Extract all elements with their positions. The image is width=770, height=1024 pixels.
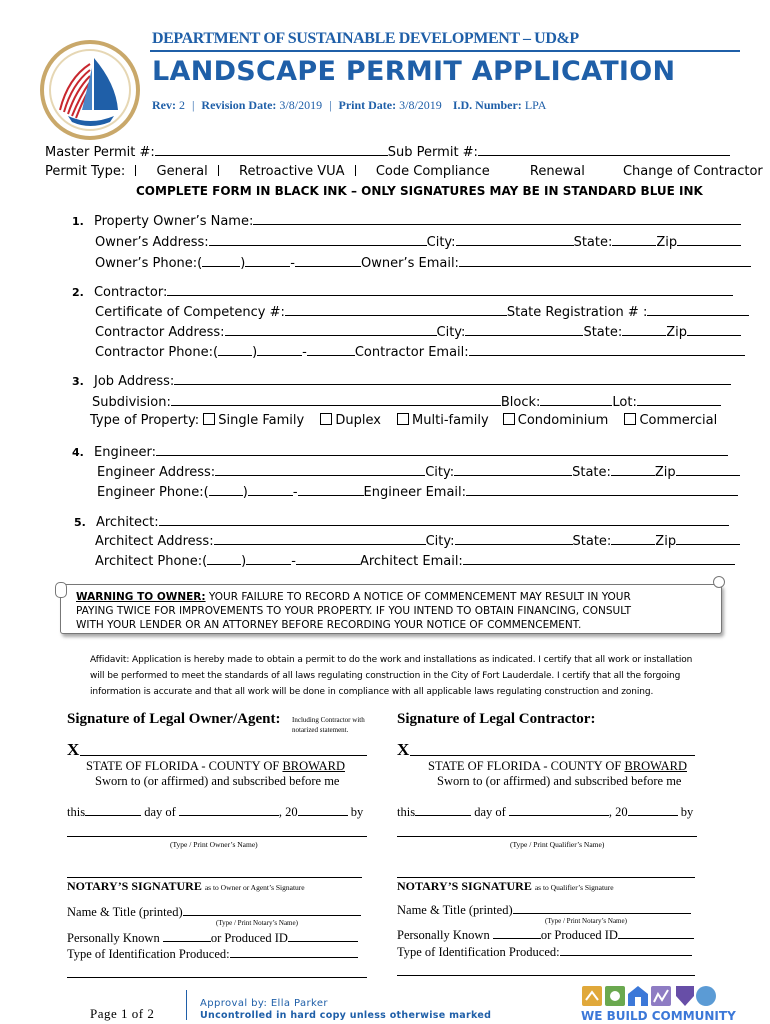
contractor-state-field[interactable] xyxy=(622,324,666,336)
sub-permit-field[interactable] xyxy=(478,144,730,156)
contractor-phone-line[interactable] xyxy=(307,344,355,356)
left-personally-known-field[interactable] xyxy=(163,930,211,942)
contractor-print-caption: (Type / Print Qualifier’s Name) xyxy=(510,840,605,849)
engineer-city-field[interactable] xyxy=(454,464,572,476)
owner-signature-title: Signature of Legal Owner/Agent: xyxy=(67,711,281,727)
owner-state-field[interactable] xyxy=(612,234,656,246)
right-id-type-row: Type of Identification Produced: xyxy=(397,944,692,960)
architect-state-field[interactable] xyxy=(611,533,655,545)
left-notary-signature-line[interactable] xyxy=(67,877,362,878)
architect-phone-area[interactable] xyxy=(207,553,241,565)
owner-city-field[interactable] xyxy=(456,234,574,246)
warning-label: WARNING TO OWNER: xyxy=(76,591,206,603)
left-notary-label: NOTARY’S SIGNATURE as to Owner or Agent’s Signature xyxy=(67,879,305,893)
architect-email-field[interactable] xyxy=(463,553,735,565)
owner-zip-field[interactable] xyxy=(677,234,741,246)
left-produced-id-field[interactable] xyxy=(288,930,358,942)
scroll-curl-right xyxy=(713,576,725,588)
master-permit-field[interactable] xyxy=(155,144,388,156)
owner-signature-x: X xyxy=(67,740,80,759)
section-2-cert-row: Certificate of Competency #: State Registration # : xyxy=(95,304,749,320)
left-personally-known-row: Personally Known or Produced ID xyxy=(67,930,358,946)
engineer-zip-field[interactable] xyxy=(676,464,740,476)
permit-type-general[interactable]: General xyxy=(156,164,208,179)
permit-type-code-compliance[interactable]: Code Compliance xyxy=(375,164,490,179)
permit-type-renewal[interactable]: Renewal xyxy=(529,164,585,179)
owner-phone-line[interactable] xyxy=(295,255,361,267)
contractor-zip-field[interactable] xyxy=(687,324,741,336)
permit-type-retroactive-vua[interactable]: Retroactive VUA xyxy=(239,164,345,179)
left-id-type-field[interactable] xyxy=(230,946,358,958)
section-2-name-row: 2. Contractor: xyxy=(72,284,733,300)
owner-email-field[interactable] xyxy=(459,255,751,267)
owner-year-field[interactable] xyxy=(298,804,348,816)
architect-phone-prefix[interactable] xyxy=(246,553,291,565)
section-1-phone-row: Owner’s Phone:( ) - Owner’s Email: xyxy=(95,255,751,271)
architect-zip-field[interactable] xyxy=(676,533,740,545)
state-registration-field[interactable] xyxy=(647,304,749,316)
right-notary-label: NOTARY’S SIGNATURE as to Qualifier’s Signature xyxy=(397,879,614,893)
section-4-address-row: Engineer Address: City: State: Zip xyxy=(97,464,740,480)
commercial-checkbox[interactable] xyxy=(624,413,636,425)
engineer-name-field[interactable] xyxy=(156,444,728,456)
contractor-date-row: this day of , 20 by xyxy=(397,805,694,819)
section-2-phone-row: Contractor Phone:( ) - Contractor Email: xyxy=(95,344,745,360)
revision-line: Rev: 2 | Revision Date: 3/8/2019 | Print Date: 3/8/2019 I.D. Number: LPA xyxy=(152,98,547,112)
duplex-checkbox[interactable] xyxy=(320,413,332,425)
block-field[interactable] xyxy=(540,394,612,406)
condominium-checkbox[interactable] xyxy=(503,413,515,425)
page-number: Page 1 of 2 xyxy=(90,1006,155,1021)
section-3-address-row: 3. Job Address: xyxy=(72,373,731,389)
header-rule xyxy=(150,50,740,52)
section-5-phone-row: Architect Phone:( ) - Architect Email: xyxy=(95,553,735,569)
right-produced-id-field[interactable] xyxy=(618,927,694,939)
multi-family-checkbox[interactable] xyxy=(397,413,409,425)
city-seal-logo xyxy=(38,38,142,142)
owner-signature-line[interactable] xyxy=(80,755,367,756)
owner-state-county: STATE OF FLORIDA - COUNTY OF BROWARD xyxy=(86,759,345,773)
owner-address-field[interactable] xyxy=(209,234,427,246)
engineer-state-field[interactable] xyxy=(611,464,655,476)
contractor-state-county: STATE OF FLORIDA - COUNTY OF BROWARD xyxy=(428,759,687,773)
contractor-day-field[interactable] xyxy=(415,804,471,816)
left-notary-name-caption: (Type / Print Notary’s Name) xyxy=(216,919,298,927)
lot-field[interactable] xyxy=(637,394,721,406)
contractor-signature-line[interactable] xyxy=(410,755,695,756)
section-3-type-row: Type of Property: Single Family Duplex Multi-family Condominium Commercial xyxy=(90,413,718,428)
right-notary-name-caption: (Type / Print Notary’s Name) xyxy=(545,917,627,925)
subdivision-field[interactable] xyxy=(171,394,501,406)
certificate-field[interactable] xyxy=(285,304,507,316)
single-family-checkbox[interactable] xyxy=(203,413,215,425)
owner-signature-note: Including Contractor with notarized statement. xyxy=(292,716,365,734)
section-1-address-row: Owner’s Address: City: State: Zip xyxy=(95,234,741,250)
contractor-email-field[interactable] xyxy=(469,344,745,356)
engineer-address-field[interactable] xyxy=(215,464,425,476)
architect-phone-line[interactable] xyxy=(296,553,360,565)
right-name-title-row: Name & Title (printed) xyxy=(397,902,691,918)
contractor-phone-prefix[interactable] xyxy=(257,344,302,356)
owner-print-caption: (Type / Print Owner’s Name) xyxy=(170,840,258,849)
warning-text: WARNING TO OWNER: YOUR FAILURE TO RECORD A NOTICE OF COMMENCEMENT MAY RESULT IN YOUR PAYING TWICE FOR IMPROVEMENTS TO YOUR PROPERTY. IF YOU INTEND TO OBTAIN FINANCING, CONSULT WITH YOUR LENDER OR AN ATTORNEY BEFORE RECORDING YOUR NOTICE OF COMMENCEMENT. xyxy=(76,591,632,631)
owner-sworn: Sworn to (or affirmed) and subscribed before me xyxy=(95,774,340,788)
right-personally-known-field[interactable] xyxy=(493,927,541,939)
affidavit-text: Affidavit: Application is hereby made to obtain a permit to do the work and installations as indicated. I certify that all work or installation will be performed to meet the standards of all laws regulating construction in the City of Fort Lauderdale. I certify that all the forgoing information is accurate and that all work will be done in compliance with all applicable laws regulating construction and zoning. xyxy=(90,655,693,697)
section-1-name-row: 1. Property Owner’s Name: xyxy=(72,213,741,229)
contractor-month-field[interactable] xyxy=(509,804,609,816)
engineer-phone-area[interactable] xyxy=(209,484,243,496)
footer-divider xyxy=(186,990,187,1020)
owner-day-field[interactable] xyxy=(85,804,141,816)
section-5-name-row: 5. Architect: xyxy=(74,514,729,530)
community-icons-logo xyxy=(580,982,726,1008)
scroll-curl-left xyxy=(55,582,67,598)
right-id-type-field[interactable] xyxy=(560,944,692,956)
page-title: LANDSCAPE PERMIT APPLICATION xyxy=(152,56,676,87)
section-4-name-row: 4. Engineer: xyxy=(72,444,728,460)
owner-month-field[interactable] xyxy=(179,804,279,816)
contractor-signature-x: X xyxy=(397,740,410,759)
section-5-address-row: Architect Address: City: State: Zip xyxy=(95,533,740,549)
left-notary-name-field[interactable] xyxy=(183,904,361,916)
right-notary-signature-line[interactable] xyxy=(397,877,695,878)
architect-city-field[interactable] xyxy=(455,533,573,545)
section-2-address-row: Contractor Address: City: State: Zip xyxy=(95,324,741,340)
contractor-address-field[interactable] xyxy=(225,324,437,336)
contractor-name-field[interactable] xyxy=(167,284,733,296)
owner-date-row: this day of , 20 by xyxy=(67,805,364,819)
owner-phone-area[interactable] xyxy=(202,255,240,267)
architect-address-field[interactable] xyxy=(214,533,426,545)
approval-text: Approval by: Ella Parker xyxy=(200,998,328,1009)
permit-type-row: Permit Type: General Retroactive VUA Code Compliance Renewal Change of Contractor xyxy=(45,164,763,179)
contractor-signature-title: Signature of Legal Contractor: xyxy=(397,711,596,727)
section-3-subdivision-row: Subdivision: Block: Lot: xyxy=(92,394,721,410)
owner-name-field[interactable] xyxy=(253,213,741,225)
job-address-field[interactable] xyxy=(174,373,731,385)
contractor-year-field[interactable] xyxy=(628,804,678,816)
contractor-phone-area[interactable] xyxy=(218,344,252,356)
master-permit-row: Master Permit #: Sub Permit #: xyxy=(45,144,730,160)
ink-notice: COMPLETE FORM IN BLACK INK – ONLY SIGNATURES MAY BE IN STANDARD BLUE INK xyxy=(136,184,703,198)
right-notary-name-field[interactable] xyxy=(513,902,691,914)
left-bottom-line[interactable] xyxy=(67,977,367,978)
contractor-city-field[interactable] xyxy=(465,324,583,336)
department-heading: DEPARTMENT OF SUSTAINABLE DEVELOPMENT – UD&P xyxy=(152,30,579,47)
owner-print-name-line[interactable] xyxy=(67,836,367,837)
engineer-email-field[interactable] xyxy=(466,484,738,496)
owner-phone-prefix[interactable] xyxy=(245,255,290,267)
permit-type-change-of-contractor[interactable]: Change of Contractor xyxy=(622,164,763,179)
right-personally-known-row: Personally Known or Produced ID xyxy=(397,927,694,943)
left-name-title-row: Name & Title (printed) xyxy=(67,904,361,920)
section-4-phone-row: Engineer Phone:( ) - Engineer Email: xyxy=(97,484,738,500)
engineer-phone-line[interactable] xyxy=(298,484,364,496)
architect-name-field[interactable] xyxy=(159,514,729,526)
left-id-type-row: Type of Identification Produced: xyxy=(67,946,358,962)
contractor-sworn: Sworn to (or affirmed) and subscribed before me xyxy=(437,774,682,788)
uncontrolled-text: Uncontrolled in hard copy unless otherwise marked xyxy=(200,1010,492,1021)
right-bottom-line[interactable] xyxy=(397,975,695,976)
community-slogan: WE BUILD COMMUNITY xyxy=(581,1009,736,1023)
contractor-print-name-line[interactable] xyxy=(397,836,697,837)
engineer-phone-prefix[interactable] xyxy=(248,484,293,496)
